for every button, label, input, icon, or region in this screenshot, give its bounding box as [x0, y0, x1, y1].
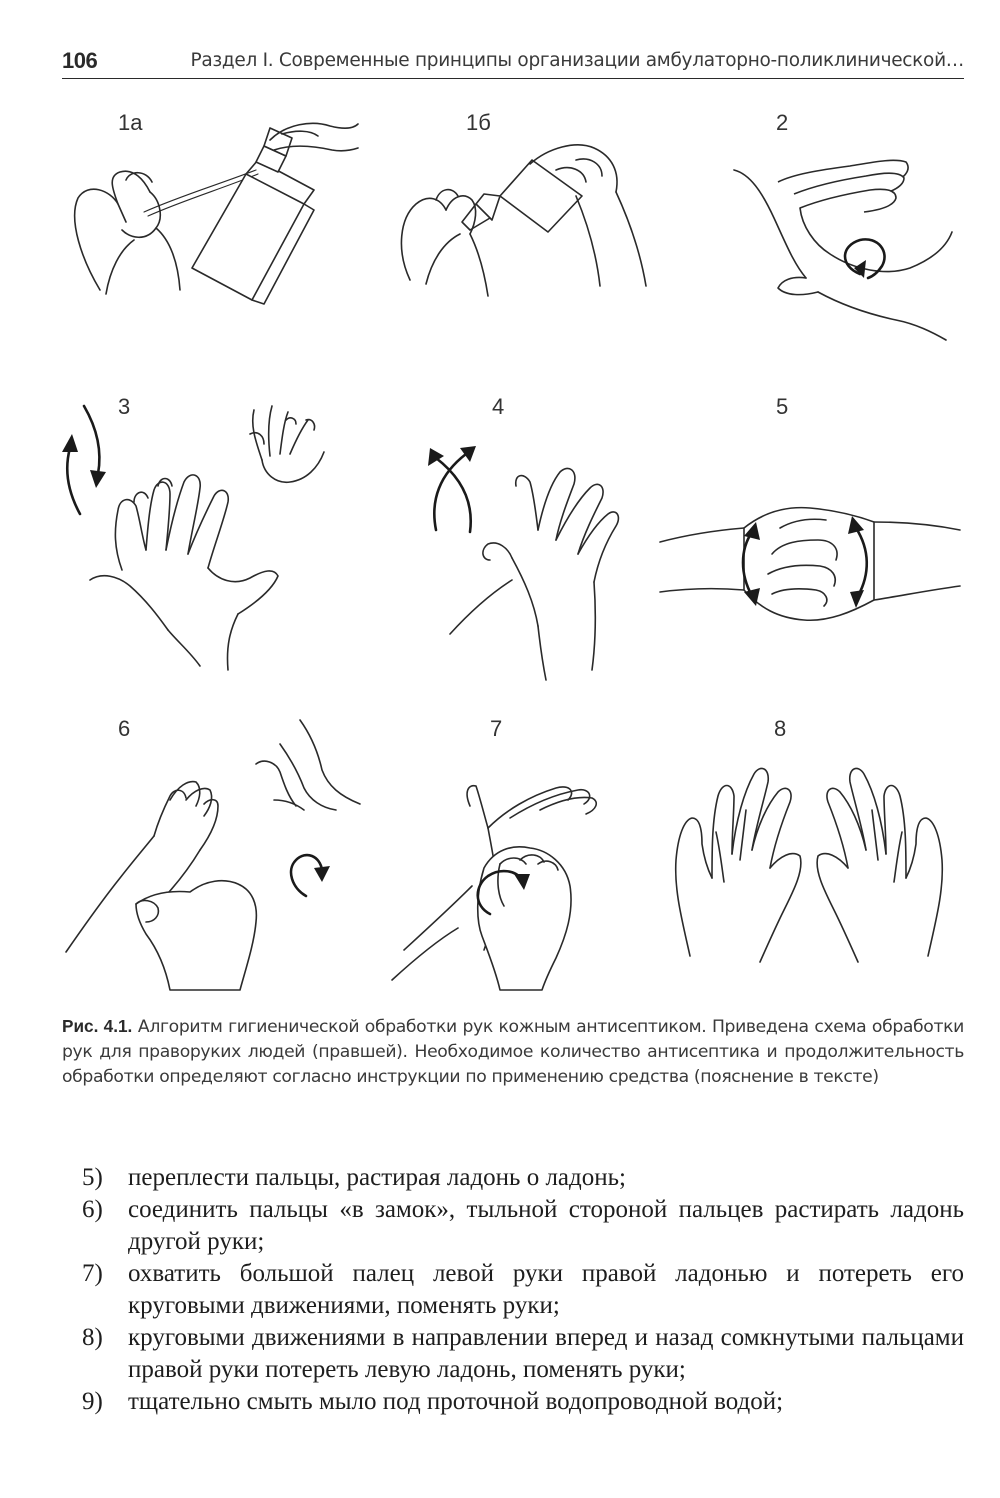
panel-label: 1а [118, 110, 143, 135]
figure-panel-3 [50, 390, 350, 680]
page-number: 106 [62, 48, 98, 73]
panel-label: 3 [118, 394, 131, 419]
figure-panel-1a [60, 100, 360, 390]
step-number: 7) [82, 1260, 103, 1287]
hand-illustration-locked-fingers [660, 390, 960, 680]
figure-panel-5 [660, 390, 960, 680]
figure-panel-7 [380, 700, 680, 990]
panel-label: 7 [490, 716, 503, 741]
list-item [82, 1194, 964, 1258]
running-head-title: Раздел I. Современные принципы организации амбулаторно-поликлинической… [190, 50, 964, 71]
hand-illustration-clasped-thumb [380, 700, 680, 990]
step-text: охватить большой палец левой руки правой ладонью и потереть его круговыми движениями, поменять руки; [128, 1260, 964, 1319]
step-number: 9) [82, 1388, 103, 1415]
hand-illustration-thumb-rotation [60, 700, 360, 990]
step-text: переплести пальцы, растирая ладонь о ладонь; [128, 1164, 626, 1191]
hand-illustration-pour-antiseptic [60, 100, 360, 390]
list-item [82, 1162, 964, 1194]
hand-illustration-palm-to-palm [690, 100, 990, 390]
list-item [82, 1322, 964, 1386]
figure-caption-label: Рис. 4.1. [62, 1016, 133, 1036]
hand-illustration-pour-bottle [380, 100, 680, 390]
panel-label: 4 [492, 394, 505, 419]
step-number: 8) [82, 1324, 103, 1351]
panel-label: 1б [466, 110, 491, 135]
figure-caption-text: Алгоритм гигиенической обработки рук кожным антисептиком. Приведена схема обработки рук для праворуких людей (правшей). Необходимое количество антисептика и продолжительность обработки определяют согласно инструкции по применению средства (пояснение в тексте) [62, 1017, 964, 1087]
panel-label: 5 [776, 394, 789, 419]
figure-panel-1b [380, 100, 680, 390]
running-header [62, 44, 964, 79]
panel-label: 8 [774, 716, 787, 741]
figure-panel-2 [690, 100, 990, 390]
list-item [82, 1258, 964, 1322]
step-number: 5) [82, 1164, 103, 1191]
figure-caption [62, 1014, 964, 1090]
procedure-steps-list [82, 1162, 964, 1418]
panel-label: 6 [118, 716, 131, 741]
figure-panel-4 [390, 390, 690, 680]
panel-label: 2 [776, 110, 789, 135]
hand-illustration-interlaced-fingers [390, 390, 690, 680]
step-number: 6) [82, 1196, 103, 1223]
figure-panel-6 [60, 700, 360, 990]
step-text: тщательно смыть мыло под проточной водопроводной водой; [128, 1388, 784, 1415]
hand-illustration-back-of-hand [50, 390, 350, 680]
figure-panel-8 [660, 700, 960, 990]
hand-illustration-open-palms [660, 700, 960, 990]
step-text: соединить пальцы «в замок», тыльной стороной пальцев растирать ладонь другой руки; [128, 1196, 964, 1255]
step-text: круговыми движениями в направлении вперед и назад сомкнутыми пальцами правой руки потереть левую ладонь, поменять руки; [128, 1324, 964, 1383]
list-item [82, 1386, 964, 1418]
